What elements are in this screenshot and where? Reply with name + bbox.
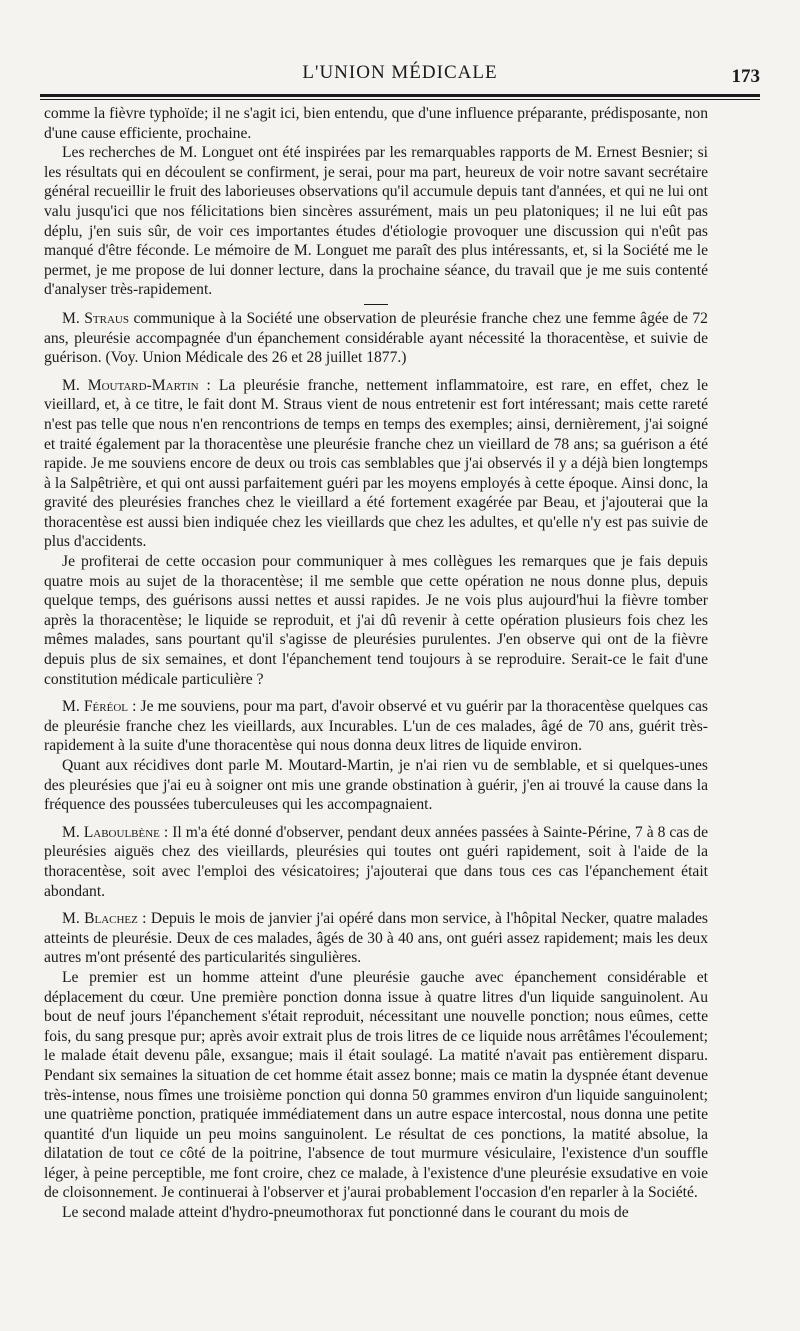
speaker-name: M. Straus [62, 309, 129, 327]
running-title: L'UNION MÉDICALE [302, 62, 498, 83]
paragraph-text: Il m'a été donné d'observer, pendant deux années passées à Sainte-Périne, 7 à 8 cas de pleurésies aiguës chez des vieillards, pleurésies qui toutes ont guéri rapidement, soit à l'aide de la thoracentèse, soit avec l'emploi des vésicatoires; j'ajouterai que dans tous ces cas l'épanchement était abondant. [44, 823, 708, 900]
paragraph [44, 909, 708, 968]
paragraph-text: communique à la Société une observation de pleurésie franche chez une femme âgée de 72 ans, pleurésie accompagnée d'un épanchement considérable ayant nécessité la thoracentèse, et suivie de guérison. (Voy. Union Médicale des 26 et 28 juillet 1877.) [44, 309, 708, 367]
paragraph [44, 823, 708, 901]
page-number: 173 [731, 66, 760, 87]
paragraph-text: Le premier est un homme atteint d'une pleurésie gauche avec épanchement considérable et déplacement du cœur. Une première ponction donna issue à quatre litres d'un liquide sanguinolent. Au bout de neuf jours l'épanchement s'était reproduit, nécessitant une nouvelle ponction; nous eûmes, cette fois, du sang presque pur; après avoir extrait plus de trois litres de ce liquide nous arrêtâmes l'écoulement; le malade était devenu pâle, exsangue; mais il était soulagé. La matité n'avait pas entièrement disparu. Pendant six semaines la situation de cet homme était assez bonne; mais ce matin la dyspnée étant devenue très-intense, nous fîmes une troisième ponction qui donna 50 grammes environ d'un liquide sanguinolent; une quatrième ponction, pratiquée immédiatement dans un autre espace intercostal, nous donna une petite quantité d'un liquide un peu moins sanguinolent. Le résultat de ces ponctions, la matité absolue, la dilatation de tout ce côté de la poitrine, l'absence de tout murmure vésiculaire, l'existence d'un souffle léger, à peine perceptible, me font croire, chez ce malade, à l'existence d'une pleurésie exsudative en voie de cloisonnement. Je continuerai à l'observer et j'aurai probablement l'occasion d'en reparler à la Société. [44, 968, 708, 1202]
article-body [44, 104, 708, 1223]
paragraph-text: Je me souviens, pour ma part, d'avoir observé et vu guérir par la thoracentèse quelques cas de pleurésie franche chez les vieillards, aux Incurables. L'un de ces malades, âgé de 70 ans, guérit très-rapidement à la suite d'une thoracentèse qui nous donna deux litres de liquide environ. [44, 698, 708, 755]
paragraph [44, 309, 708, 368]
section-divider [364, 304, 388, 305]
paragraph-text: Depuis le mois de janvier j'ai opéré dans mon service, à l'hôpital Necker, quatre malades atteints de pleurésie. Deux de ces malades, âgés de 30 à 40 ans, ont guéri assez rapidement; mais les deux autres m'ont présenté des particularités singulières. [44, 910, 708, 967]
page-header [40, 58, 760, 92]
paragraph-text: Je profiterai de cette occasion pour communiquer à mes collègues les remarques que je fais depuis quatre mois au sujet de la thoracentèse; il me semble que cette opération ne nous donne plus, depuis quelque temps, des guérisons aussi nettes et aussi rapides. Je ne vois plus aujourd'hui la fièvre tomber après la thoracentèse; le liquide se reproduit, et j'ai dû revenir à cette opération plusieurs fois chez les mêmes malades, sans pourtant qu'il s'agisse de pleurésies purulentes. J'en observe qui ont de la fièvre depuis plus de six semaines, et dont l'épanchement tend toujours à se reproduire. Serait-ce le fait d'une constitution médicale particulière ? [44, 553, 708, 688]
paragraph-text: Quant aux récidives dont parle M. Moutard-Martin, je n'ai rien vu de semblable, et si quelques-unes des pleurésies que j'ai eu à soigner ont mis une grande obstination à guérir, j'en ai trouvé la cause dans la fréquence des poussées tuberculeuses qui les accompagnaient. [44, 757, 708, 814]
paragraph [44, 376, 708, 552]
speaker-name: M. Laboulbène : [62, 823, 169, 841]
paragraph-text: Les recherches de M. Longuet ont été inspirées par les remarquables rapports de M. Ernest Besnier; si les résultats qui en découlent se confirment, je serai, pour ma part, heureux de voir notre savant secrétaire général recueillir le fruit des laborieuses observations qu'il accumule depuis tant d'années, et qui ne lui ont valu jusqu'ici que nos félicitations bien sincères assurément, mais un peu platoniques; il ne lui eût pas déplu, j'en suis sûr, de voir ces importantes études d'étiologie provoquer une discussion qui n'eût pas manqué d'être féconde. Le mémoire de M. Longuet me paraît des plus intéressants, et, si la Société me le permet, je me propose de lui donner lecture, dans la prochaine séance, du travail que je me suis contenté d'analyser très-rapidement. [44, 144, 708, 299]
paragraph [44, 756, 708, 815]
paragraph [44, 104, 708, 143]
paragraph [44, 697, 708, 756]
paragraph [44, 552, 708, 689]
header-rule [40, 94, 760, 100]
paragraph-text: comme la fièvre typhoïde; il ne s'agit ici, bien entendu, que d'une influence préparante, prédisposante, non d'une cause efficiente, prochaine. [44, 105, 708, 142]
paragraph [44, 1203, 708, 1223]
speaker-name: M. Moutard-Martin : [62, 376, 211, 394]
paragraph [44, 968, 708, 1203]
paragraph-text: La pleurésie franche, nettement inflammatoire, est rare, en effet, chez le vieillard, et, à ce titre, le fait dont M. Straus vient de nous entretenir est fort intéressant; mais cette rareté n'est pas telle que nous n'en rencontrions de temps en temps des exemples; ainsi, dernièrement, j'ai soigné et traité également par la thoracentèse une pleurésie franche chez un vieillard de 78 ans; sa guérison a été rapide. Je me souviens encore de deux ou trois cas semblables que j'ai observés il y a déjà bien longtemps à la Salpêtrière, et qui ont aussi parfaitement guéri par les moyens employés à cette époque. Ainsi donc, la gravité des pleurésies franches chez le vieillard a été fortement exagérée par Beau, et j'ajouterai que la thoracentèse est aussi bien indiquée chez les vieillards que chez les adultes, et qu'elle n'y est pas suivie de plus d'accidents. [44, 376, 708, 551]
speaker-name: M. Blachez : [62, 910, 147, 928]
paragraph [44, 143, 708, 300]
paragraph-text: Le second malade atteint d'hydro-pneumothorax fut ponctionné dans le courant du mois de [62, 1204, 629, 1222]
speaker-name: M. Féréol : [62, 698, 137, 716]
